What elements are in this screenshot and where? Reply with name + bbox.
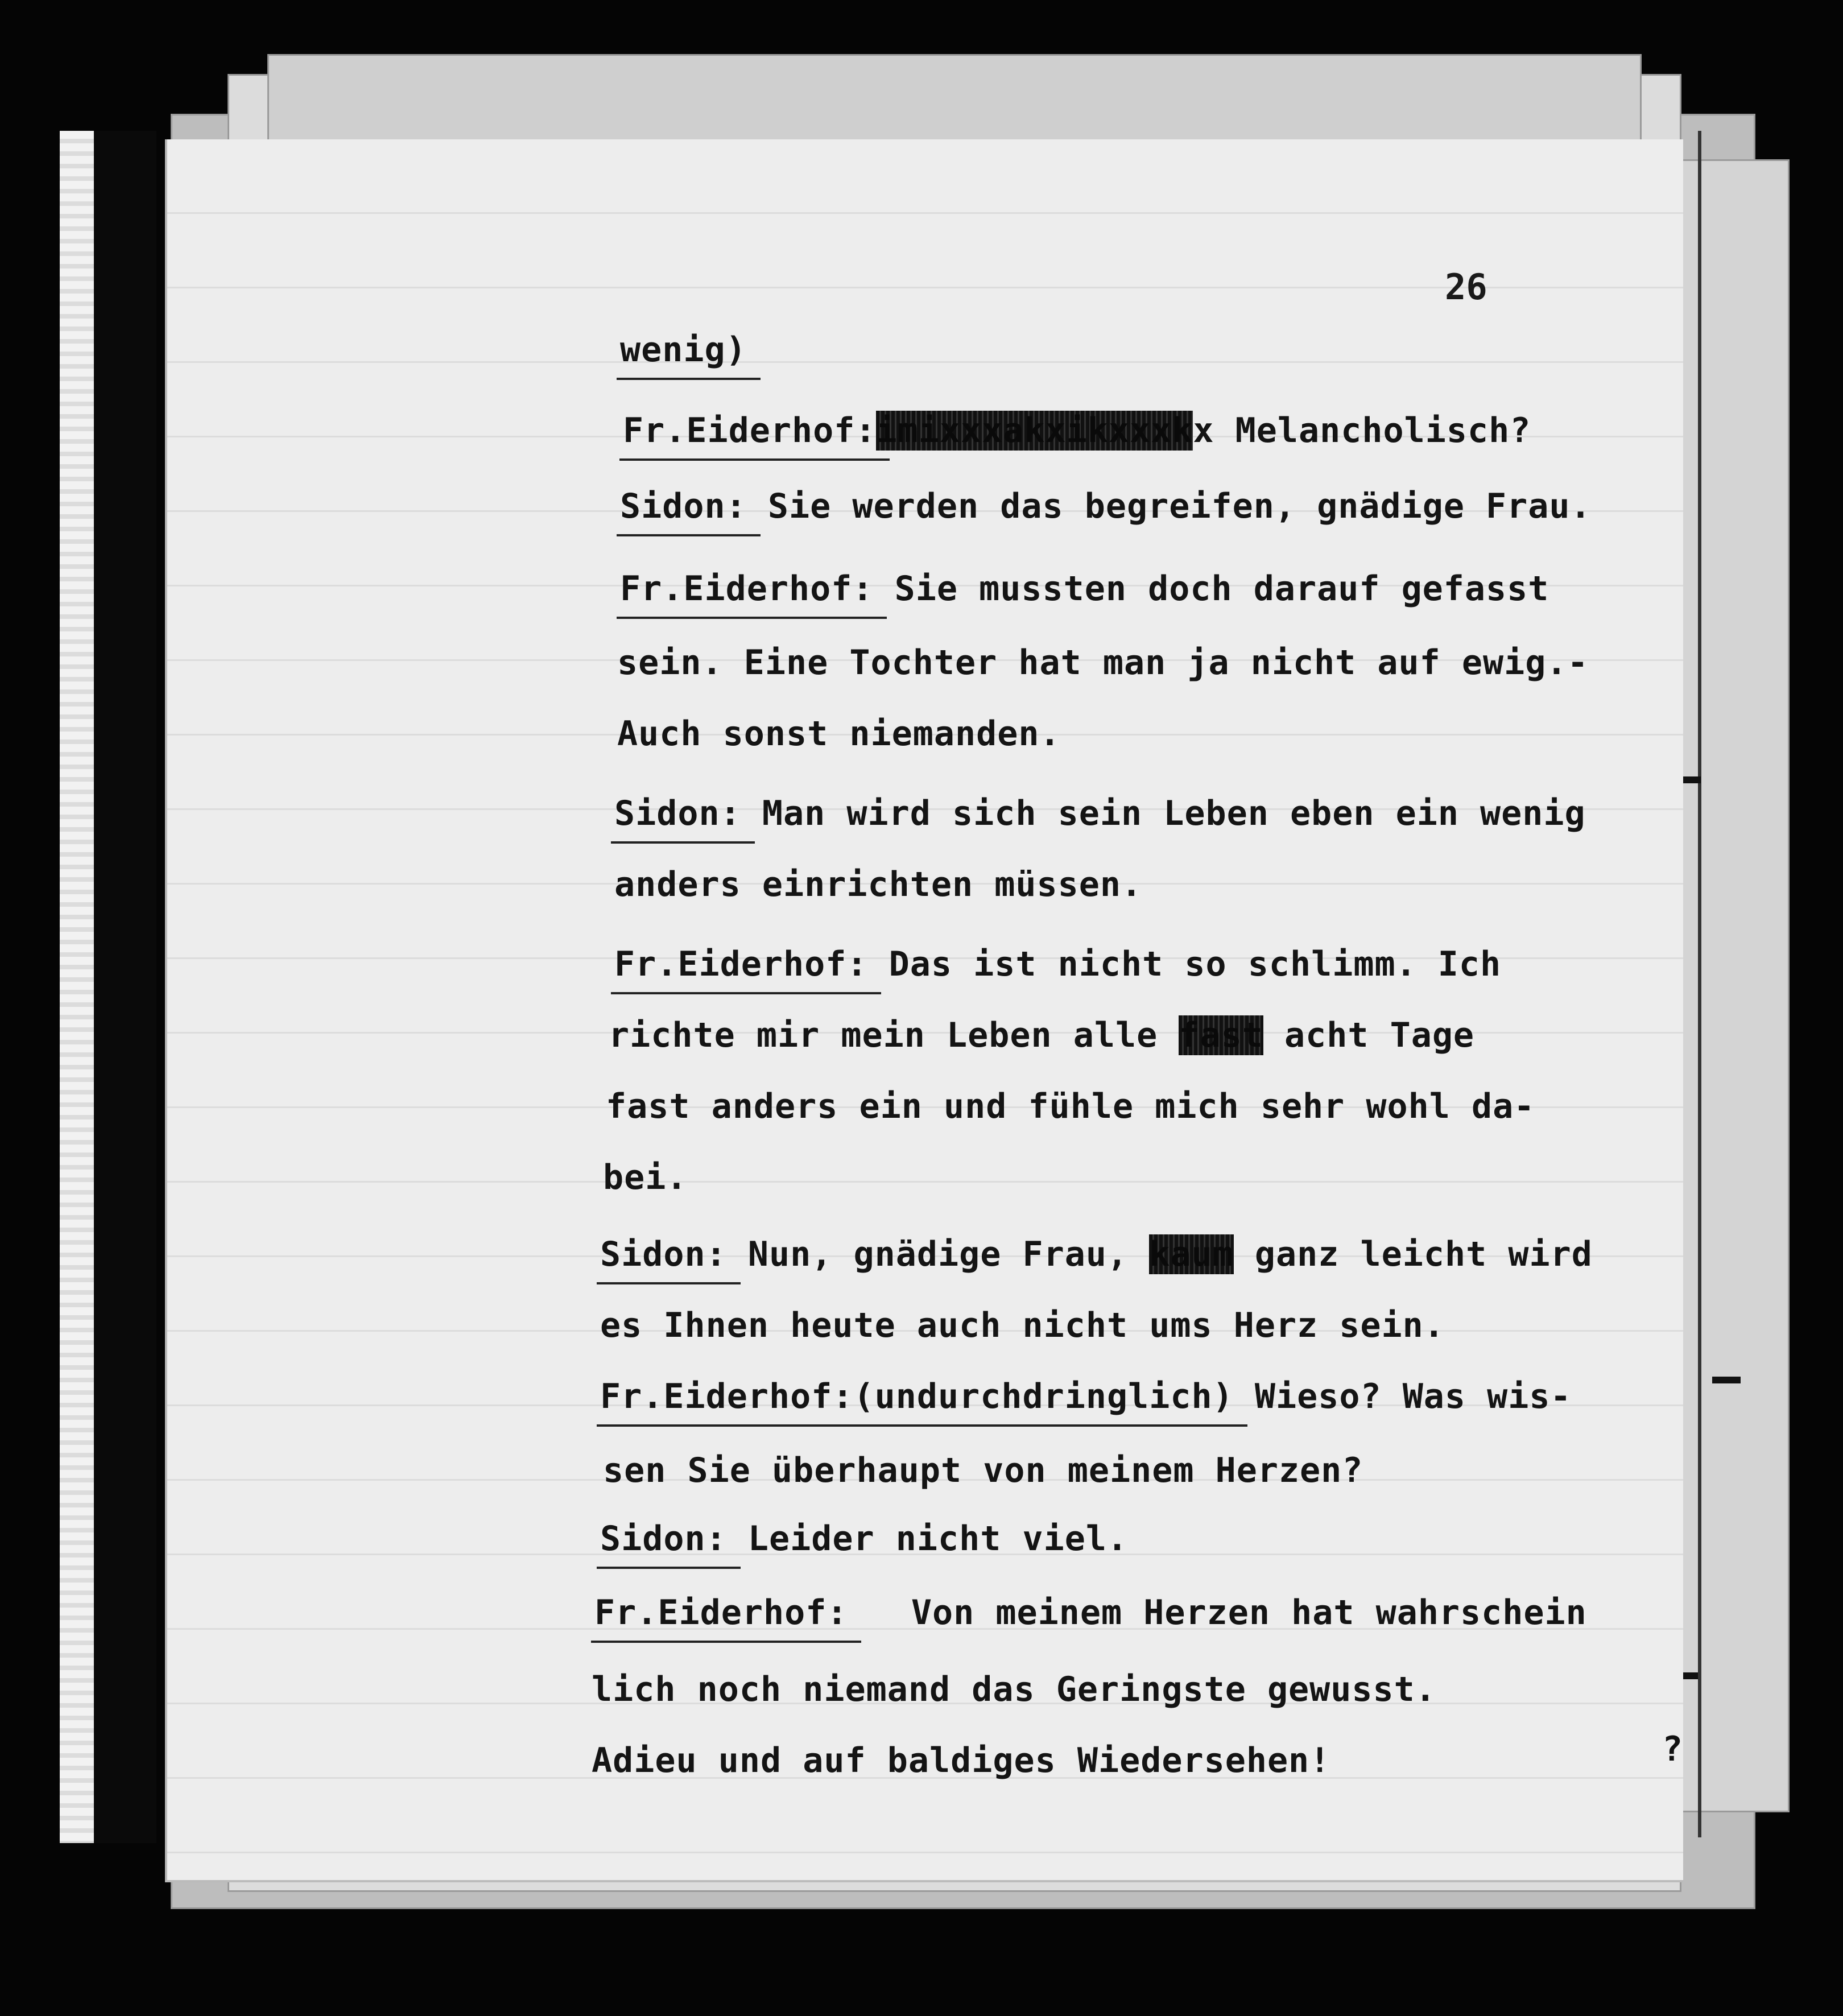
speaker-label: Fr.Eiderhof: [594, 1593, 848, 1643]
script-text: sen Sie überhaupt von meinem Herzen? [603, 1451, 1363, 1490]
script-text: sein. Eine Tochter hat man ja nicht auf ewig.- [617, 643, 1589, 683]
script-line [600, 1377, 1572, 1427]
page-number: 26 [1445, 266, 1487, 308]
speaker-label: Sidon: [600, 1519, 727, 1569]
script-line [594, 1593, 1587, 1643]
script-line [620, 486, 1592, 536]
script-line [620, 330, 747, 380]
stage-direction: (undurchdringlich) [853, 1377, 1233, 1427]
script-text: wenig) [620, 330, 747, 380]
speaker-label: Sidon: [614, 794, 741, 844]
script-text: Nun, gnädige Frau, [747, 1234, 1150, 1274]
script-text: Sie mussten doch darauf gefasst [894, 569, 1549, 609]
speaker-label: Sidon: [600, 1234, 727, 1284]
struck-text: kaum [1149, 1234, 1234, 1274]
script-text: x Melancholisch? [1193, 411, 1531, 451]
script-text: bei. [603, 1158, 688, 1197]
script-text: Man wird sich sein Leben eben ein wenig [762, 794, 1586, 833]
script-text: Leider nicht viel. [747, 1519, 1129, 1559]
script-line [600, 1234, 1593, 1284]
left-binding-strip [60, 131, 96, 1843]
script-text: es Ihnen heute auch nicht ums Herz sein. [600, 1306, 1445, 1345]
script-line [600, 1306, 1445, 1345]
script-line [609, 1015, 1474, 1055]
script-text: Das ist nicht so schlimm. Ich [889, 944, 1502, 984]
speaker-label: Fr.Eiderhof: [600, 1377, 853, 1427]
script-line [592, 1741, 1330, 1780]
script-line [617, 643, 1589, 683]
left-shadow [94, 131, 156, 1843]
speaker-label: Fr.Eiderhof: [620, 569, 873, 619]
script-line [614, 794, 1586, 844]
script-text: Auch sonst niemanden. [617, 714, 1061, 754]
struck-text: fast [1179, 1015, 1263, 1055]
script-line [592, 1670, 1436, 1709]
script-line [603, 1158, 688, 1197]
script-text: fast anders ein und fühle mich sehr wohl da- [606, 1087, 1535, 1126]
script-text: Von meinem Herzen hat wahrschein [911, 1593, 1587, 1633]
script-text: acht Tage [1263, 1015, 1475, 1055]
script-text: ganz leicht wird [1233, 1234, 1593, 1274]
struck-text: imixxxakxikxxxk [876, 411, 1193, 451]
script-line [603, 1451, 1363, 1490]
margin-question-mark: ? [1662, 1729, 1683, 1769]
script-text: richte mir mein Leben alle [609, 1015, 1179, 1055]
script-text: Sie werden das begreifen, gnädige Frau. [767, 486, 1592, 526]
script-line [620, 569, 1549, 619]
script-line [600, 1519, 1128, 1569]
script-text: Wieso? Was wis- [1233, 1377, 1572, 1416]
script-line [614, 865, 1142, 904]
speaker-label: Sidon: [620, 486, 747, 536]
script-text: lich noch niemand das Geringste gewusst. [592, 1670, 1436, 1709]
speaker-label: Fr.Eiderhof: [614, 944, 867, 994]
script-line [617, 714, 1061, 754]
script-line [623, 411, 1531, 461]
script-line [614, 944, 1501, 994]
script-text: anders einrichten müssen. [614, 865, 1143, 904]
script-line [606, 1087, 1535, 1126]
script-text: Adieu und auf baldiges Wiedersehen! [592, 1741, 1331, 1780]
speaker-label: Fr.Eiderhof: [623, 411, 876, 461]
